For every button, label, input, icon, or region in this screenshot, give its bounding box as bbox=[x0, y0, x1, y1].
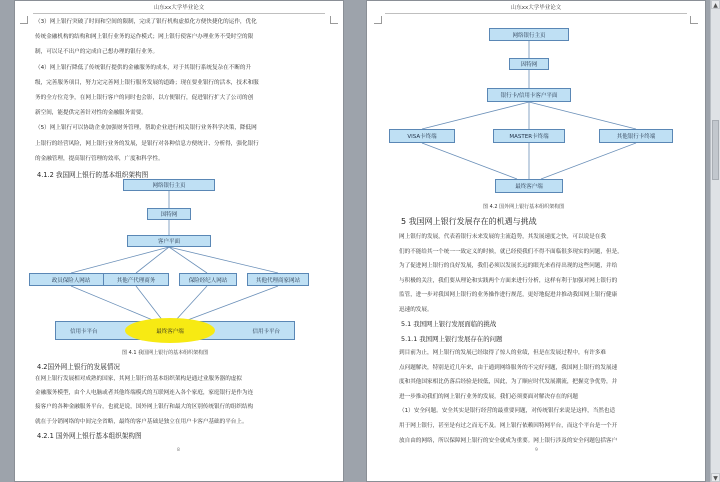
paragraph-line: （5）网上银行可以协助企业加强财务管理，帮助企业进行相关银行业务科学决策，降低网 bbox=[35, 125, 257, 132]
vertical-scrollbar[interactable] bbox=[710, 0, 720, 482]
heading-4-2: 4.2国外网上银行的发展情况 bbox=[37, 363, 121, 371]
paragraph-line: 务的全方位竞争，在网上银行客户的同时也会影，以方便银行，促进银行扩大了公司的创 bbox=[35, 95, 254, 101]
page-header-right: 山东xx大学毕业论文 bbox=[385, 4, 687, 14]
diagram-box-other-card: 其他银行卡终端 bbox=[599, 129, 673, 143]
figure-caption-4-2: 图 4.2 国外网上银行基本组织架构图 bbox=[483, 204, 565, 210]
corner-mark bbox=[330, 16, 338, 24]
diagram-box-homepage: 网络银行主页 bbox=[123, 179, 215, 191]
diagram-box-client-platform: 客户平面 bbox=[127, 235, 211, 247]
diagram-box-internet-right: 因特网 bbox=[509, 58, 549, 70]
bar-left-label: 信用卡平台 bbox=[70, 328, 98, 335]
diagram-box-branch-2: 其他产代理商务 bbox=[103, 273, 169, 286]
corner-mark bbox=[690, 16, 698, 24]
diagram-box-card-platform: 银行卡/信用卡客户平面 bbox=[487, 88, 571, 102]
heading-4-1-2: 4.1.2 我国网上银行的基本组织架构图 bbox=[37, 171, 149, 179]
diagram-box-branch-4: 其他代理商家网站 bbox=[247, 273, 309, 286]
paragraph-line: 传统金融机构的结构和网上银行业务的运作模式；网上银行使客户办理业务不受时空的限 bbox=[35, 34, 254, 41]
diagram-box-final-client-right: 最终客户端 bbox=[495, 179, 563, 193]
page-number-right: 9 bbox=[535, 448, 538, 453]
page-number-left: 8 bbox=[177, 448, 180, 453]
diagram-box-mastercard: MASTER卡终端 bbox=[493, 129, 565, 143]
paragraph-line: （3）网上银行突破了时间和空间的限制，完成了银行机构虚拟化方便快捷化的运作，优化 bbox=[35, 19, 257, 25]
corner-mark bbox=[374, 16, 382, 24]
paragraph-line: 用于网上银行，甚至是有过之而无不及。网上银行依赖因特网平台，而这个平台是一个开 bbox=[399, 423, 618, 429]
paragraph-line: 级，完善服务项目，努力完完善网上银行服务发展的道路；现在要业银行的活本，技术和服 bbox=[35, 79, 259, 86]
paragraph-line: 点问题解决，特别是近几年来，由于通到网络服务的不完好问题，我国网上银行的发展速 bbox=[399, 364, 618, 371]
scroll-down-icon[interactable]: ▼ bbox=[711, 473, 720, 482]
diagram-box-internet: 国特网 bbox=[147, 208, 191, 220]
paragraph-line: 就在于分销网络的中间完全省略，最终的客户基础是独立在用户卡客户基础的平台上。 bbox=[35, 418, 248, 425]
page-header: 山东xx大学毕业论文 bbox=[33, 4, 325, 14]
paragraph-line: 监管，进一步对我国网上银行的业务操作进行规范，更好地促进并推动我国网上银行健康 bbox=[399, 292, 618, 299]
paragraph-line: 上银行的经营风险，网上银行业务的发展，是银行对各种信息方便统计、分析得，强化银行 bbox=[35, 140, 259, 147]
scrollbar-thumb[interactable] bbox=[712, 120, 719, 180]
scroll-up-icon[interactable]: ▲ bbox=[711, 0, 720, 9]
diagram-ellipse-final-client: 最终客户端 bbox=[125, 318, 215, 343]
paragraph-line: 在网上银行发展相对成熟的国家，其网上银行的基本组织架构是通过业服务器的虚拟 bbox=[35, 376, 242, 382]
bar-right-label: 信用卡平台 bbox=[252, 328, 280, 335]
paragraph-line: 进一步推动我们的网上银行业务的发展，我们必须要面对解决存在的问题 bbox=[399, 393, 579, 400]
paragraph-line: 金融服务模型，由个人电脑或者其他终端模式的互联网连入各个家庭，家庭银行是作为连 bbox=[35, 390, 254, 397]
paragraph-line: 迅速的发展。 bbox=[399, 307, 433, 313]
diagram-box-homepage-right: 网络银行主页 bbox=[489, 28, 569, 41]
paragraph-line: 制，可以足不出户的完成自己想办理的银行业务。 bbox=[35, 49, 159, 56]
figure-caption-4-1: 图 4.1 我国网上银行的基本组织架构图 bbox=[122, 350, 209, 356]
paragraph-line: 新空间，能提供完善针对性的金融服务需要。 bbox=[35, 110, 147, 117]
diagram-box-branch-1: 政员保险人网站 bbox=[29, 273, 113, 286]
diagram-box-visa: VISA卡终端 bbox=[389, 129, 455, 143]
heading-5-1-1: 5.1.1 我国网上银行发展存在的问题 bbox=[401, 335, 503, 343]
heading-4-2-1: 4.2.1 国外网上银行基本组织架构图 bbox=[37, 432, 142, 440]
document-page-left bbox=[14, 0, 344, 482]
diagram-box-branch-3: 保险经纪人网站 bbox=[179, 273, 237, 286]
corner-mark bbox=[20, 16, 28, 24]
paragraph-line: 为了促进网上银行的良好发展，我们必须以发展长远的眼光来看待出现的这些问题，并给 bbox=[399, 263, 618, 270]
paragraph-line: 网上银行的发展，代表着银行未来发展的主流趋势，其发展速度之快，可以说是在我 bbox=[399, 234, 606, 240]
paragraph-line: 接客户的各种金融服务平台，也就是说，国外网上银行和最大的区别传统银行的组织结构 bbox=[35, 404, 254, 411]
paragraph-line: 放自由的网络，所以保障网上银行的安全就成为重要。网上银行涉及的安全问题包括客户 bbox=[399, 437, 618, 444]
heading-5: 5 我国网上银行发展存在的机遇与挑战 bbox=[401, 217, 537, 226]
heading-5-1: 5.1 我国网上银行发展面临的挑战 bbox=[401, 320, 497, 328]
paragraph-line: 与积极的关注，我们要从理论和实践两个方面来进行分析，这样有利于加强对网上银行的 bbox=[399, 277, 618, 284]
paragraph-line: 度和其他国家相比仍落后经验是较低，因此，为了顺应时代发展潮流，把握竞争优势，并 bbox=[399, 379, 618, 386]
paragraph-line: 们的不能给其一个统一一致定义的时候，就已经使我们不得不面临很多现实的问题，但是， bbox=[399, 248, 623, 255]
paragraph-line: （4）网上银行降低了传统银行提供的金融服务的成本，对于其银行系统复杂在不断的升 bbox=[35, 64, 252, 71]
paragraph-line: （1）安全问题。安全其实是银行经营的最重要问题，对传统银行来说是这样，当然也适 bbox=[399, 408, 616, 415]
paragraph-line: 的金融管理，提高银行管理的效率，广度和科学性。 bbox=[35, 155, 164, 162]
paragraph-line: 到目前为止，网上银行的发展已经取得了惊人的业绩，但是在发展过程中，有许多难 bbox=[399, 350, 606, 356]
document-page-right bbox=[366, 0, 706, 482]
